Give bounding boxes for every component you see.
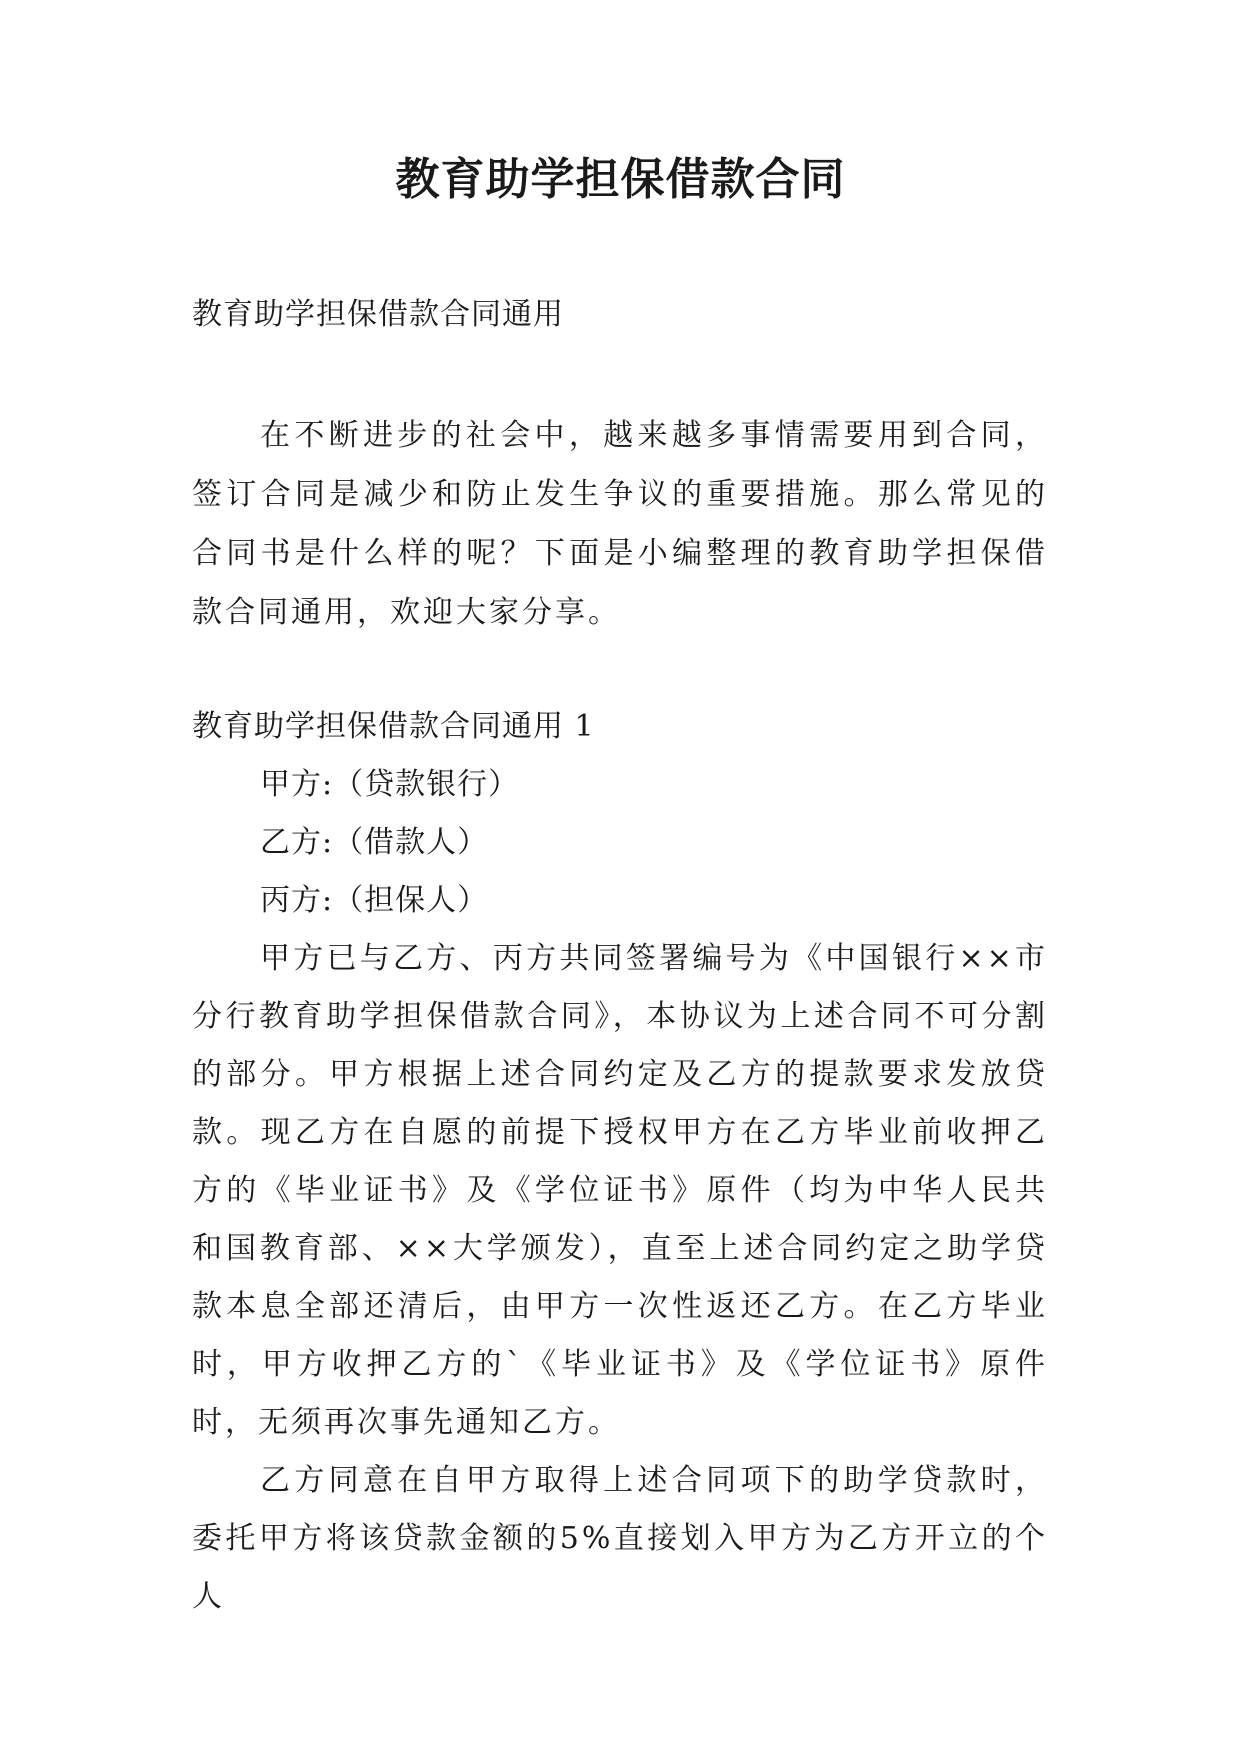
- party-a-line: 甲方:（贷款银行）: [260, 767, 520, 802]
- section-heading: 教育助学担保借款合同通用 1: [192, 709, 595, 744]
- document-subtitle: 教育助学担保借款合同通用: [192, 297, 564, 332]
- contract-section-1: [192, 698, 1048, 1626]
- party-c-line: 丙方:（担保人）: [260, 883, 489, 918]
- party-b-line: 乙方:（借款人）: [260, 825, 489, 860]
- contract-paragraph-1: 甲方已与乙方、丙方共同签署编号为《中国银行××市分行教育助学担保借款合同》，本协议为上述合同不可分割的部分。甲方根据上述合同约定及乙方的提款要求发放贷款。现乙方在自愿的前提下授权甲方在乙方毕业前收押乙方的《毕业证书》及《学位证书》原件（均为中华人民共和国教育部、××大学颁发），直至上述合同约定之助学贷款本息全部还清后，由甲方一次性返还乙方。在乙方毕业时，甲方收押乙方的`《毕业证书》及《学位证书》原件时，无须再次事先通知乙方。: [192, 941, 1048, 1440]
- contract-paragraph-2: 乙方同意在自甲方取得上述合同项下的助学贷款时，委托甲方将该贷款金额的5%直接划入甲方为乙方开立的个人: [192, 1463, 1048, 1614]
- intro-paragraph: 在不断进步的社会中，越来越多事情需要用到合同，签订合同是减少和防止发生争议的重要措施。那么常见的合同书是什么样的呢？下面是小编整理的教育助学担保借款合同通用，欢迎大家分享。: [192, 418, 1048, 630]
- document-title: 教育助学担保借款合同: [395, 154, 846, 205]
